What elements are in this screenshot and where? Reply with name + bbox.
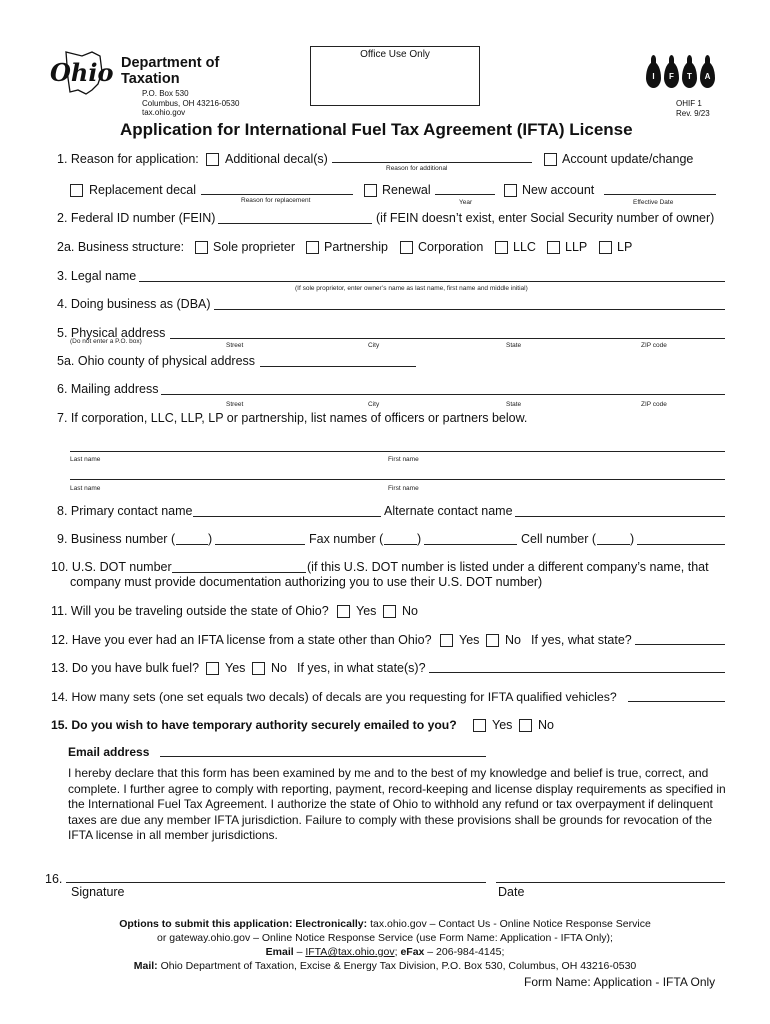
department-name — [121, 55, 219, 87]
declaration-text: I hereby declare that this form has been examined by me and to the best of my knowledge and belief is true, correct, and complete. I further agree to comply with reporting, payment, record-keeping and license display requirements as specified in the International Fuel Tax Agreement. I authorize the state of Ohio to withhold any refund or tax overpayment if delinquent taxes are due any member IFTA jurisdiction. Failure to comply with these provisions shall be grounds for revocation of the IFTA license in all member jurisdictions. — [68, 766, 726, 842]
cell-area-code-field[interactable] — [597, 544, 630, 545]
llc-checkbox[interactable] — [495, 241, 508, 254]
office-use-box — [310, 46, 480, 106]
q13-yes-label: Yes — [225, 661, 246, 675]
q10-label: 10. U.S. DOT number — [51, 560, 172, 574]
date-label: Date — [498, 885, 525, 899]
new-account-checkbox[interactable] — [504, 184, 517, 197]
signature-field[interactable] — [66, 882, 486, 883]
replacement-decal-checkbox[interactable] — [70, 184, 83, 197]
email-address-field[interactable] — [160, 756, 486, 757]
officer-2-first-name-hint: First name — [388, 485, 419, 492]
ohio-county-field[interactable] — [260, 366, 416, 367]
account-update-label: Account update/change — [562, 152, 694, 166]
physical-city-hint: City — [368, 342, 380, 349]
alternate-contact-label: Alternate contact name — [384, 504, 513, 518]
lp-label: LP — [617, 240, 633, 254]
mailing-zip-hint: ZIP code — [641, 401, 667, 408]
q11-yes-checkbox[interactable] — [337, 605, 350, 618]
ifta-email-link[interactable]: IFTA@tax.ohio.gov — [305, 946, 395, 958]
close-paren: ) — [208, 532, 213, 546]
q6-label: 6. Mailing address — [57, 382, 159, 396]
q15-label: 15. Do you wish to have temporary authority securely emailed to you? — [51, 718, 457, 732]
q15-yes-checkbox[interactable] — [473, 719, 486, 732]
llp-label: LLP — [565, 240, 588, 254]
corporation-checkbox[interactable] — [400, 241, 413, 254]
q1-label: 1. Reason for application: — [57, 152, 199, 166]
new-account-label: New account — [522, 183, 595, 197]
q10-note-2: company must provide documentation authorizing you to use their U.S. DOT number) — [70, 575, 543, 589]
q12-no-checkbox[interactable] — [486, 634, 499, 647]
business-area-code-field[interactable] — [176, 544, 208, 545]
additional-decal-label: Additional decal(s) — [225, 152, 328, 166]
ifta-drop-icon: A — [700, 62, 715, 88]
renewal-year-hint: Year — [459, 199, 473, 206]
ohio-logo — [48, 50, 118, 101]
corporation-label: Corporation — [418, 240, 484, 254]
q5-note: (Do not enter a P.O. box) — [70, 338, 142, 345]
q14-label: 14. How many sets (one set equals two decals) of decals are you requesting for IFTA qualified vehicles? — [51, 690, 617, 704]
office-use-label: Office Use Only — [360, 49, 430, 60]
date-field[interactable] — [496, 882, 725, 883]
q5a-label: 5a. Ohio county of physical address — [57, 354, 256, 368]
q2a-label: 2a. Business structure: — [57, 240, 185, 254]
submit-options-line-3: Email – IFTA@tax.ohio.gov; eFax – 206-984-4145; — [265, 946, 505, 958]
q13-states-field[interactable] — [429, 672, 725, 673]
fax-area-code-field[interactable] — [384, 544, 417, 545]
mailing-state-hint: State — [506, 401, 522, 408]
primary-contact-field[interactable] — [193, 516, 381, 517]
renewal-checkbox[interactable] — [364, 184, 377, 197]
ifta-drop-icon: I — [646, 62, 661, 88]
llp-checkbox[interactable] — [547, 241, 560, 254]
renewal-label: Renewal — [382, 183, 431, 197]
ifta-drop-icon: F — [664, 62, 679, 88]
legal-name-hint: (If sole proprietor, enter owner’s name as last name, first name and middle initial) — [295, 285, 528, 292]
department-line-2: Taxation — [121, 71, 180, 87]
q12-follow-label: If yes, what state? — [531, 633, 632, 647]
department-line-1: Department of — [121, 55, 220, 71]
q13-no-checkbox[interactable] — [252, 662, 265, 675]
ifta-logo — [646, 56, 716, 88]
cell-number-field[interactable] — [637, 544, 725, 545]
email-address-label: Email address — [68, 745, 150, 759]
llc-label: LLC — [513, 240, 536, 254]
dba-field[interactable] — [214, 309, 725, 310]
legal-name-field[interactable] — [139, 281, 725, 282]
dot-number-field[interactable] — [172, 572, 306, 573]
submit-options-line-2: or gateway.ohio.gov – Online Notice Response Service (use Form Name: Application - IFTA Only); — [157, 932, 613, 944]
physical-address-field[interactable] — [170, 338, 725, 339]
additional-decal-checkbox[interactable] — [206, 153, 219, 166]
sole-proprietor-checkbox[interactable] — [195, 241, 208, 254]
business-number-field[interactable] — [215, 544, 305, 545]
q11-label: 11. Will you be traveling outside the state of Ohio? — [51, 604, 329, 618]
mailing-city-hint: City — [368, 401, 380, 408]
mailing-address-field[interactable] — [161, 394, 725, 395]
q13-yes-checkbox[interactable] — [206, 662, 219, 675]
q13-label: 13. Do you have bulk fuel? — [51, 661, 200, 675]
fein-field[interactable] — [218, 223, 372, 224]
officer-1-first-name-hint: First name — [388, 456, 419, 463]
physical-zip-hint: ZIP code — [641, 342, 667, 349]
q12-label: 12. Have you ever had an IFTA license from a state other than Ohio? — [51, 633, 432, 647]
physical-state-hint: State — [506, 342, 522, 349]
mailing-street-hint: Street — [226, 401, 244, 408]
q12-yes-checkbox[interactable] — [440, 634, 453, 647]
q5-label: 5. Physical address — [57, 326, 166, 340]
q3-label: 3. Legal name — [57, 269, 137, 283]
q4-label: 4. Doing business as (DBA) — [57, 297, 211, 311]
reason-additional-hint: Reason for additional — [386, 165, 448, 172]
alternate-contact-field[interactable] — [515, 516, 725, 517]
officer-1-field[interactable] — [70, 451, 725, 452]
partnership-label: Partnership — [324, 240, 388, 254]
q13-follow-label: If yes, in what state(s)? — [297, 661, 426, 675]
q11-no-checkbox[interactable] — [383, 605, 396, 618]
lp-checkbox[interactable] — [599, 241, 612, 254]
q16-number: 16. — [45, 872, 63, 886]
close-paren: ) — [630, 532, 635, 546]
cell-number-label: Cell number ( — [521, 532, 597, 546]
q2-note: (if FEIN doesn’t exist, enter Social Security number of owner) — [376, 211, 715, 225]
q8-label: 8. Primary contact name — [57, 504, 193, 518]
q10-note-1: (if this U.S. DOT number is listed under a different company’s name, that — [307, 560, 709, 574]
q11-yes-label: Yes — [356, 604, 377, 618]
q2-label: 2. Federal ID number (FEIN) — [57, 211, 216, 225]
physical-street-hint: Street — [226, 342, 244, 349]
effective-date-hint: Effective Date — [633, 199, 674, 206]
officer-2-field[interactable] — [70, 479, 725, 480]
replacement-decal-label: Replacement decal — [89, 183, 197, 197]
sole-proprietor-label: Sole proprieter — [213, 240, 295, 254]
q12-yes-label: Yes — [459, 633, 480, 647]
q11-no-label: No — [402, 604, 418, 618]
renewal-year-field[interactable] — [435, 194, 495, 195]
form-code: OHIF 1 Rev. 9/23 — [676, 99, 710, 118]
close-paren: ) — [417, 532, 422, 546]
fax-number-label: Fax number ( — [309, 532, 384, 546]
q15-no-label: No — [538, 718, 554, 732]
reason-additional-field[interactable] — [332, 162, 532, 163]
address-line-2: Columbus, OH 43216-0530 — [142, 98, 240, 108]
fax-number-field[interactable] — [424, 544, 517, 545]
page-title: Application for International Fuel Tax Agreement (IFTA) License — [120, 120, 633, 139]
submit-options-line-4: Mail: Ohio Department of Taxation, Excise & Energy Tax Division, P.O. Box 530, Columbus, OH 43216-0530 — [133, 960, 637, 972]
officer-2-last-name-hint: Last name — [70, 485, 101, 492]
q15-no-checkbox[interactable] — [519, 719, 532, 732]
q12-state-field[interactable] — [635, 644, 725, 645]
ohio-script-wordmark: Ohio — [50, 58, 114, 87]
signature-label: Signature — [71, 885, 125, 899]
q13-no-label: No — [271, 661, 287, 675]
officer-1-last-name-hint: Last name — [70, 456, 101, 463]
address-line-1: P.O. Box 530 — [142, 89, 189, 98]
reason-replacement-field[interactable] — [201, 194, 353, 195]
q15-yes-label: Yes — [492, 718, 513, 732]
website: tax.ohio.gov — [142, 108, 186, 117]
business-number-label: 9. Business number ( — [57, 532, 176, 546]
q14-decal-sets-field[interactable] — [628, 701, 725, 702]
effective-date-field[interactable] — [604, 194, 716, 195]
partnership-checkbox[interactable] — [306, 241, 319, 254]
q7-label: 7. If corporation, LLC, LLP, LP or partnership, list names of officers or partners below. — [57, 411, 528, 425]
department-address — [142, 89, 239, 118]
ifta-drop-icon: T — [682, 62, 697, 88]
q12-no-label: No — [505, 633, 521, 647]
form-name: Form Name: Application - IFTA Only — [524, 975, 716, 989]
account-update-checkbox[interactable] — [544, 153, 557, 166]
submit-options: Options to submit this application: Electronically: tax.ohio.gov – Contact Us - Online Notice Response Service — [119, 918, 651, 930]
reason-replacement-hint: Reason for replacement — [241, 197, 311, 204]
